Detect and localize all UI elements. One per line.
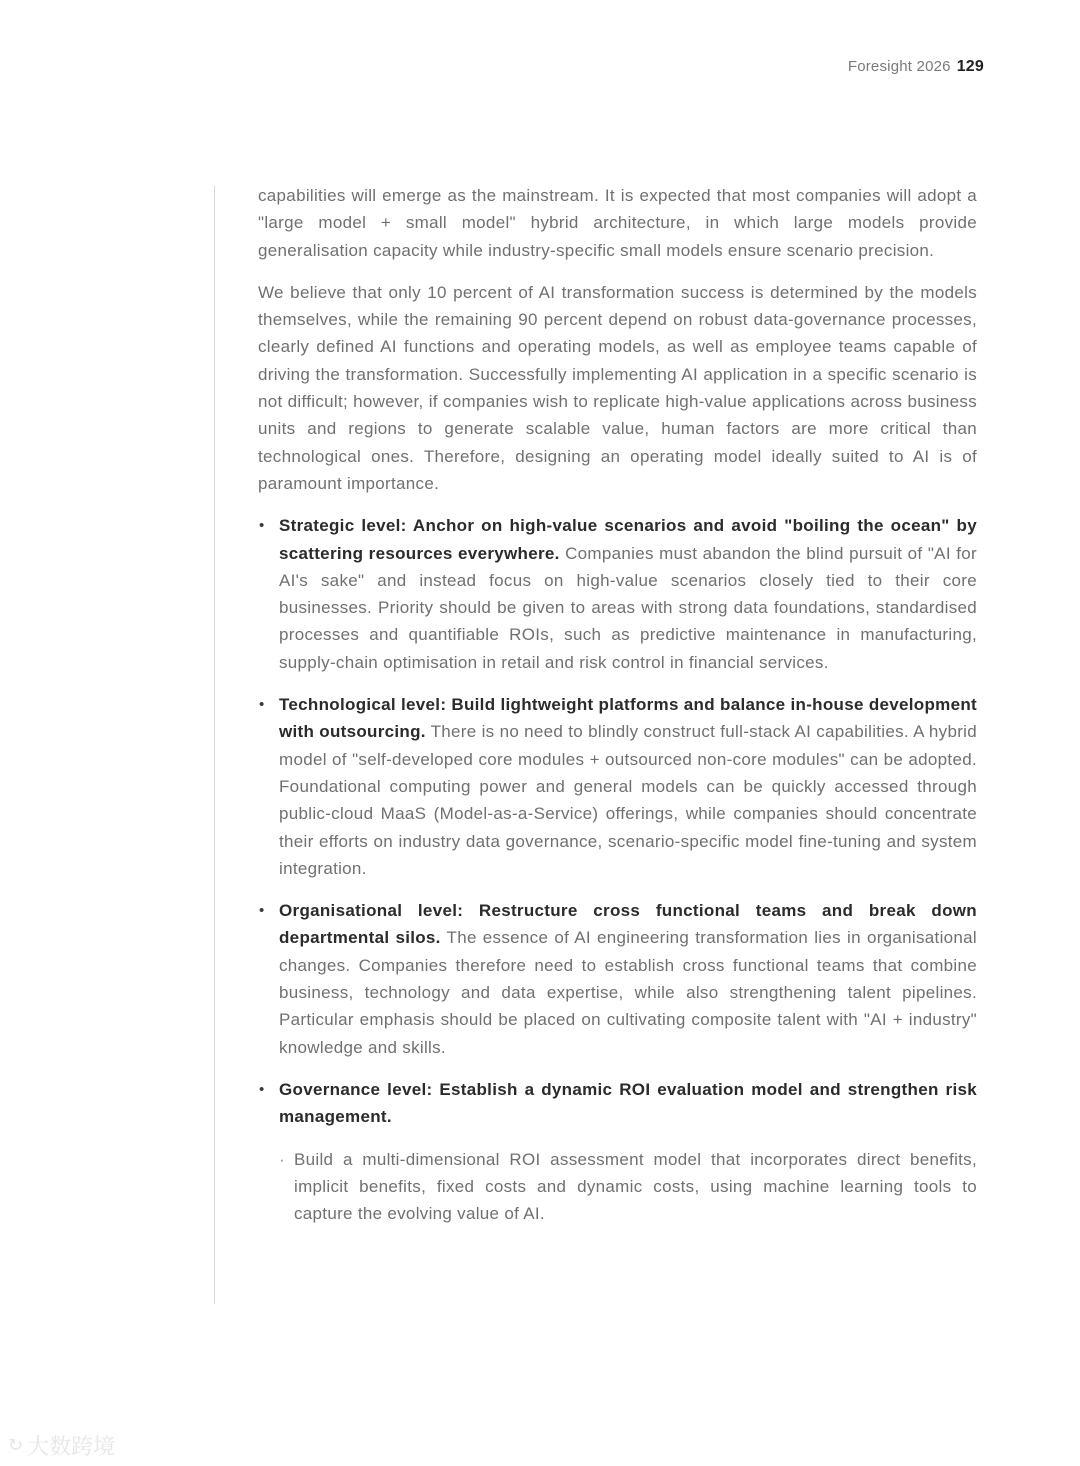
bullet-text: Companies must abandon the blind pursuit of "AI for AI's sake" and instead focus on high-value scenarios closely tied to their core businesses. Priority should be given to areas with strong data foundations, standardised processes and quantifiable ROIs, such as predictive maintenance in manufacturing, supply-chain optimisation in retail and risk control in financial services. [279, 543, 978, 672]
watermark [8, 1430, 115, 1461]
operating-model-list [258, 512, 977, 1227]
bullet-lead: Organisational level: Restructure cross functional teams and break down departmental silos. [279, 901, 977, 948]
bullet-lead: Governance level: Establish a dynamic ROI evaluation model and strengthen risk management. [279, 1079, 977, 1127]
page-number: 129 [956, 58, 984, 75]
watermark-logo-icon: ↻ [8, 1435, 24, 1456]
paragraph-1: capabilities will emerge as the mainstream. It is expected that most companies will adopt a "large model + small model" hybrid architecture, in which large models provide generalisation capacity while industry-specific small models ensure scenario precision. [258, 186, 977, 260]
body-content [258, 182, 977, 1242]
bullet-text: The essence of AI engineering transformation lies in organisational changes. Companies therefore need to establish cross functional teams that combine business, technology and data expertise, while also strengthening talent pipelines. Particular emphasis should be placed on cultivating composite talent with "AI + industry" knowledge and skills. [279, 928, 977, 1057]
bullet-lead: Strategic level: Anchor on high-value scenarios and avoid "boiling the ocean" by scattering resources everywhere. [279, 516, 977, 563]
bullet-lead: Technological level: Build lightweight platforms and balance in-house development with outsourcing. [279, 695, 977, 742]
list-item-organisational [258, 897, 977, 1061]
list-item-strategic [258, 512, 977, 676]
watermark-text: 大数跨境 [27, 1435, 116, 1460]
governance-sub-list [279, 1146, 977, 1228]
publication-title: Foresight 2026 [847, 58, 951, 75]
margin-rule [214, 186, 215, 1304]
paragraph-2: We believe that only 10 percent of AI transformation success is determined by the models themselves, while the remaining 90 percent depend on robust data-governance processes, clearly defined AI functions and operating models, as well as employee teams capable of driving the transformation. Successfully implementing AI application in a specific scenario is not difficult; however, if companies wish to replicate high-value applications across business units and regions to generate scalable value, human factors are more critical than technological ones. Therefore, designing an operating model ideally suited to AI is of paramount importance. [258, 282, 977, 493]
bullet-text: There is no need to blindly construct full-stack AI capabilities. A hybrid model of "self-developed core modules + outsourced non-core modules" can be adopted. Foundational computing power and general models can be quickly accessed through public-cloud MaaS (Model-as-a-Service) offerings, while companies should concentrate their efforts on industry data governance, scenario-specific model fine-tuning and system integration. [279, 722, 977, 878]
page-header [848, 58, 984, 76]
list-item-governance [258, 1076, 977, 1227]
list-item-technological [258, 691, 977, 882]
sub-list-item: · Build a multi-dimensional ROI assessment model that incorporates direct benefits, implicit benefits, fixed costs and dynamic costs, using machine learning tools to capture the evolving value of AI. [279, 1146, 977, 1228]
